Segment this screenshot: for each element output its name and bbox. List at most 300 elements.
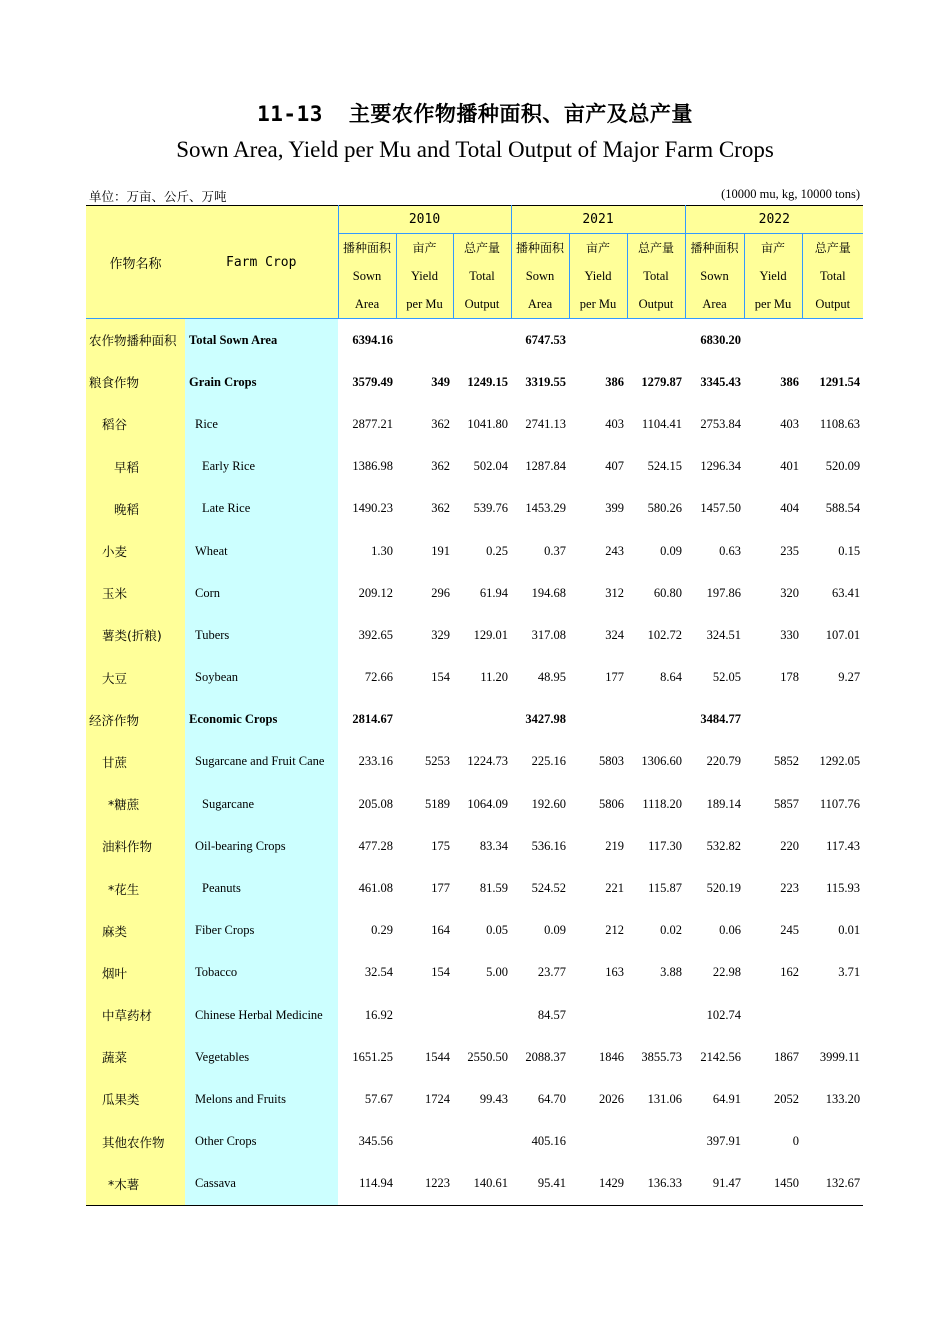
cell-output: 1279.87 bbox=[641, 374, 683, 389]
cell-yield: 330 bbox=[780, 627, 800, 642]
table-row bbox=[86, 910, 863, 952]
crop-name-en: Oil-bearing Crops bbox=[185, 825, 338, 867]
cell-output: 1041.80 bbox=[467, 416, 509, 431]
cell-yield: 1450 bbox=[774, 1176, 800, 1191]
cell-area: 64.91 bbox=[712, 1091, 742, 1106]
crop-name-en: Peanuts bbox=[185, 867, 338, 909]
cell-output bbox=[453, 994, 511, 1036]
cell-area: 0.63 bbox=[719, 543, 742, 558]
cell-area: 461.08 bbox=[358, 881, 393, 896]
crop-name-cn: 麻类 bbox=[86, 910, 185, 952]
cell-output: 502.04 bbox=[473, 459, 509, 474]
header-output-en2: Output bbox=[815, 297, 851, 311]
table-row bbox=[86, 783, 863, 825]
cell-output: 580.26 bbox=[647, 501, 683, 516]
cell-area: 2088.37 bbox=[525, 1049, 567, 1064]
cell-area: 22.98 bbox=[712, 965, 742, 980]
crop-name-en: Wheat bbox=[185, 530, 338, 572]
cell-yield: 399 bbox=[605, 501, 625, 516]
table-row bbox=[86, 952, 863, 994]
crop-name-en: Early Rice bbox=[185, 446, 338, 488]
crop-name-cn: 烟叶 bbox=[86, 952, 185, 994]
header-yield-en2: per Mu bbox=[406, 297, 443, 311]
title-cn-text: 主要农作物播种面积、亩产及总产量 bbox=[348, 102, 693, 126]
cell-area: 84.57 bbox=[537, 1007, 567, 1022]
unit-label-en: (10000 mu, kg, 10000 tons) bbox=[721, 187, 860, 201]
cell-area: 1457.50 bbox=[700, 501, 742, 516]
cell-yield: 212 bbox=[605, 923, 625, 938]
header-area-cn: 播种面积 bbox=[342, 241, 391, 255]
table-row bbox=[86, 530, 863, 572]
cell-yield: 407 bbox=[605, 459, 625, 474]
cell-yield: 175 bbox=[431, 838, 450, 853]
cell-yield bbox=[744, 699, 802, 741]
cell-area: 392.65 bbox=[358, 627, 393, 642]
cell-output: 61.94 bbox=[479, 585, 509, 600]
crop-name-en: Tobacco bbox=[185, 952, 338, 994]
table-row bbox=[86, 657, 863, 699]
cell-output: 0.01 bbox=[838, 923, 861, 938]
cell-output bbox=[627, 699, 685, 741]
cell-yield: 386 bbox=[605, 374, 625, 389]
table-row bbox=[86, 867, 863, 909]
cell-area: 2877.21 bbox=[352, 416, 393, 431]
cell-yield bbox=[744, 319, 802, 361]
cell-area: 1296.34 bbox=[700, 459, 742, 474]
cell-yield: 5189 bbox=[425, 796, 450, 811]
cell-area: 397.91 bbox=[706, 1134, 742, 1149]
header-output-en1: Total bbox=[820, 269, 846, 283]
cell-output: 99.43 bbox=[479, 1091, 509, 1106]
crop-name-en: Sugarcane and Fruit Cane bbox=[185, 741, 338, 783]
header-output-en1: Total bbox=[643, 269, 669, 283]
cell-output: 8.64 bbox=[660, 670, 683, 685]
header-year: 2022 bbox=[685, 206, 863, 234]
cell-area: 324.51 bbox=[706, 627, 742, 642]
header-output-cn: 总产量 bbox=[814, 241, 851, 255]
cell-area: 524.52 bbox=[531, 881, 567, 896]
table-number: 11-13 bbox=[257, 102, 323, 126]
crop-name-en: Rice bbox=[185, 403, 338, 445]
cell-area: 23.77 bbox=[537, 965, 567, 980]
cell-output: 140.61 bbox=[473, 1176, 509, 1191]
cell-yield bbox=[396, 1121, 453, 1163]
table-body bbox=[86, 319, 863, 1206]
unit-label-cn: 单位：万亩、公斤、万吨 bbox=[89, 189, 227, 204]
header-output-cn: 总产量 bbox=[464, 241, 501, 255]
cell-area: 72.66 bbox=[364, 670, 393, 685]
cell-output: 60.80 bbox=[653, 585, 683, 600]
crop-name-en: Tubers bbox=[185, 614, 338, 656]
crop-name-cn: 油料作物 bbox=[86, 825, 185, 867]
cell-yield bbox=[569, 994, 627, 1036]
cell-yield: 5803 bbox=[599, 754, 625, 769]
cell-output: 0.15 bbox=[838, 543, 861, 558]
cell-area: 225.16 bbox=[531, 754, 567, 769]
cell-yield: 162 bbox=[780, 965, 800, 980]
cell-area: 1490.23 bbox=[352, 501, 393, 516]
crop-name-cn: 薯类(折粮) bbox=[86, 614, 185, 656]
cell-area: 192.60 bbox=[531, 796, 567, 811]
cell-output bbox=[802, 994, 863, 1036]
header-area-en1: Sown bbox=[525, 269, 555, 283]
header-area-en1: Sown bbox=[352, 269, 382, 283]
cell-yield: 0 bbox=[792, 1134, 800, 1149]
crop-name-en: Cassava bbox=[185, 1163, 338, 1206]
cell-output bbox=[802, 699, 863, 741]
header-yield-en1: Yield bbox=[410, 269, 439, 283]
cell-output: 117.43 bbox=[826, 838, 861, 853]
cell-area: 405.16 bbox=[531, 1134, 567, 1149]
header-area-cn: 播种面积 bbox=[690, 241, 739, 255]
cell-output: 1064.09 bbox=[467, 796, 509, 811]
cell-output: 3.71 bbox=[838, 965, 861, 980]
cell-area: 1287.84 bbox=[525, 459, 567, 474]
cell-yield: 312 bbox=[605, 585, 625, 600]
cell-yield: 1544 bbox=[425, 1049, 450, 1064]
cell-area: 0.09 bbox=[544, 923, 567, 938]
crop-name-cn: 其他农作物 bbox=[86, 1121, 185, 1163]
cell-area: 3579.49 bbox=[352, 374, 393, 389]
crop-name-en: Late Rice bbox=[185, 488, 338, 530]
cell-area: 209.12 bbox=[358, 585, 393, 600]
cell-yield: 154 bbox=[431, 965, 450, 980]
cell-yield: 5857 bbox=[774, 796, 800, 811]
crop-name-cn: 粮食作物 bbox=[86, 361, 185, 403]
table-row bbox=[86, 994, 863, 1036]
cell-yield: 164 bbox=[431, 923, 450, 938]
header-year: 2021 bbox=[511, 206, 685, 234]
cell-yield: 154 bbox=[431, 670, 450, 685]
cell-area: 520.19 bbox=[706, 881, 742, 896]
crop-name-en: Chinese Herbal Medicine bbox=[185, 994, 338, 1036]
cell-yield: 2026 bbox=[599, 1091, 625, 1106]
cell-yield bbox=[569, 699, 627, 741]
cell-area: 0.06 bbox=[719, 923, 742, 938]
cell-area: 0.37 bbox=[544, 543, 567, 558]
header-output-cn: 总产量 bbox=[638, 241, 675, 255]
table-row bbox=[86, 446, 863, 488]
cell-output: 5.00 bbox=[486, 965, 509, 980]
table-row bbox=[86, 1078, 863, 1120]
cell-output: 1306.60 bbox=[641, 754, 683, 769]
header-area-cn: 播种面积 bbox=[516, 241, 565, 255]
header-output-en1: Total bbox=[469, 269, 495, 283]
page-title-en: Sown Area, Yield per Mu and Total Output of Major Farm Crops bbox=[176, 137, 774, 162]
cell-output: 107.01 bbox=[825, 627, 861, 642]
table-row bbox=[86, 825, 863, 867]
header-area-en2: Area bbox=[354, 297, 380, 311]
cell-yield: 1846 bbox=[599, 1049, 625, 1064]
cell-area: 2814.67 bbox=[352, 712, 393, 727]
table-row bbox=[86, 1036, 863, 1078]
cell-area: 95.41 bbox=[537, 1176, 567, 1191]
cell-output: 117.30 bbox=[648, 838, 683, 853]
cell-area: 3345.43 bbox=[700, 374, 742, 389]
cell-yield: 5253 bbox=[425, 754, 450, 769]
cell-output: 63.41 bbox=[831, 585, 861, 600]
header-yield-cn: 亩产 bbox=[412, 241, 437, 255]
crop-name-en: Fiber Crops bbox=[185, 910, 338, 952]
cell-yield: 177 bbox=[605, 670, 625, 685]
cell-yield: 177 bbox=[431, 881, 450, 896]
crop-name-cn: 大豆 bbox=[86, 657, 185, 699]
cell-output: 3.88 bbox=[660, 965, 683, 980]
cell-yield: 403 bbox=[605, 416, 625, 431]
cell-output: 115.87 bbox=[648, 881, 683, 896]
cell-yield: 1867 bbox=[774, 1049, 800, 1064]
header-output-en2: Output bbox=[638, 297, 674, 311]
cell-yield: 178 bbox=[780, 670, 800, 685]
cell-area: 102.74 bbox=[706, 1007, 742, 1022]
crop-name-en: Economic Crops bbox=[185, 699, 338, 741]
cell-output: 520.09 bbox=[825, 459, 861, 474]
cell-yield bbox=[396, 994, 453, 1036]
cell-yield: 386 bbox=[780, 374, 800, 389]
cell-output: 115.93 bbox=[826, 881, 861, 896]
cell-area: 6394.16 bbox=[352, 332, 393, 347]
cell-yield bbox=[569, 319, 627, 361]
crop-name-cn: 晚稻 bbox=[86, 488, 185, 530]
header-year: 2010 bbox=[338, 206, 511, 234]
cell-area: 220.79 bbox=[706, 754, 742, 769]
cell-yield: 403 bbox=[780, 416, 800, 431]
crop-name-cn: 甘蔗 bbox=[86, 741, 185, 783]
header-yield-en1: Yield bbox=[759, 269, 787, 283]
cell-output: 9.27 bbox=[838, 670, 861, 685]
crop-name-cn: 经济作物 bbox=[86, 699, 185, 741]
header-yield bbox=[744, 234, 802, 319]
cell-output bbox=[627, 1121, 685, 1163]
cell-output bbox=[453, 319, 511, 361]
table-row bbox=[86, 1121, 863, 1163]
crop-name-en: Total Sown Area bbox=[185, 319, 338, 361]
cell-area: 2142.56 bbox=[700, 1049, 742, 1064]
cell-yield: 243 bbox=[605, 543, 625, 558]
table-row bbox=[86, 361, 863, 403]
cell-output: 83.34 bbox=[479, 838, 509, 853]
cell-output: 1292.05 bbox=[819, 754, 861, 769]
crop-name-cn: 早稻 bbox=[86, 446, 185, 488]
header-area-en1: Sown bbox=[700, 269, 729, 283]
cell-area: 194.68 bbox=[531, 585, 567, 600]
page-title-cn bbox=[0, 98, 950, 128]
cell-area: 345.56 bbox=[358, 1134, 393, 1149]
cell-area: 205.08 bbox=[358, 796, 393, 811]
table-row bbox=[86, 614, 863, 656]
cell-yield: 329 bbox=[431, 627, 450, 642]
cell-area: 1.30 bbox=[371, 543, 393, 558]
cell-yield: 191 bbox=[431, 543, 450, 558]
cell-area: 1386.98 bbox=[352, 459, 393, 474]
header-area bbox=[338, 234, 396, 319]
cell-area: 32.54 bbox=[364, 965, 393, 980]
cell-area: 57.67 bbox=[364, 1091, 393, 1106]
cell-output: 0.05 bbox=[486, 923, 509, 938]
crop-name-en: Vegetables bbox=[185, 1036, 338, 1078]
header-yield bbox=[396, 234, 453, 319]
cell-area: 3319.55 bbox=[525, 374, 567, 389]
cell-yield: 296 bbox=[431, 585, 450, 600]
header-yield-en2: per Mu bbox=[579, 297, 617, 311]
cell-yield: 324 bbox=[605, 627, 625, 642]
cell-output: 1249.15 bbox=[467, 374, 509, 389]
cell-yield: 221 bbox=[605, 881, 625, 896]
crop-name-en: Grain Crops bbox=[185, 361, 338, 403]
cell-area: 6747.53 bbox=[525, 332, 567, 347]
header-yield-cn: 亩产 bbox=[761, 241, 786, 255]
cell-output: 102.72 bbox=[647, 627, 683, 642]
cell-yield: 245 bbox=[780, 923, 800, 938]
cell-output: 1118.20 bbox=[642, 796, 683, 811]
cell-yield bbox=[744, 994, 802, 1036]
header-crop-cn: 作物名称 bbox=[86, 206, 185, 319]
cell-output: 1291.54 bbox=[819, 374, 861, 389]
cell-yield: 320 bbox=[780, 585, 800, 600]
crop-name-cn: 蔬菜 bbox=[86, 1036, 185, 1078]
cell-output: 136.33 bbox=[647, 1176, 683, 1191]
cell-area: 64.70 bbox=[537, 1091, 567, 1106]
cell-output bbox=[802, 1121, 863, 1163]
header-area bbox=[685, 234, 744, 319]
cell-yield bbox=[396, 319, 453, 361]
crop-name-cn: *糖蔗 bbox=[86, 783, 185, 825]
cell-area: 189.14 bbox=[706, 796, 742, 811]
cell-area: 197.86 bbox=[706, 585, 742, 600]
header-output bbox=[453, 234, 511, 319]
crop-name-cn: 玉米 bbox=[86, 572, 185, 614]
table-row bbox=[86, 1163, 863, 1206]
cell-output: 3999.11 bbox=[819, 1049, 861, 1064]
header-output bbox=[627, 234, 685, 319]
cell-yield: 1429 bbox=[599, 1176, 625, 1191]
cell-area: 91.47 bbox=[712, 1176, 742, 1191]
cell-area: 532.82 bbox=[706, 838, 742, 853]
cell-output bbox=[627, 319, 685, 361]
cell-output: 132.67 bbox=[825, 1176, 861, 1191]
cell-area: 0.29 bbox=[371, 923, 393, 938]
cell-output: 81.59 bbox=[479, 881, 509, 896]
cell-output: 0.02 bbox=[660, 923, 683, 938]
cell-output: 133.20 bbox=[825, 1091, 861, 1106]
cell-output bbox=[453, 699, 511, 741]
cell-output: 3855.73 bbox=[641, 1049, 683, 1064]
cell-yield: 219 bbox=[605, 838, 625, 853]
cell-output: 2550.50 bbox=[467, 1049, 509, 1064]
cell-output: 524.15 bbox=[647, 459, 683, 474]
cell-area: 6830.20 bbox=[700, 332, 742, 347]
cell-area: 1651.25 bbox=[352, 1049, 393, 1064]
cell-output: 11.20 bbox=[480, 670, 509, 685]
header-area-en2: Area bbox=[702, 297, 727, 311]
crop-name-cn: 中草药材 bbox=[86, 994, 185, 1036]
cell-yield: 220 bbox=[780, 838, 800, 853]
cell-area: 52.05 bbox=[712, 670, 742, 685]
header-area-en2: Area bbox=[527, 297, 553, 311]
cell-yield: 349 bbox=[431, 374, 450, 389]
table-row bbox=[86, 403, 863, 445]
cell-area: 1453.29 bbox=[525, 501, 567, 516]
cell-yield bbox=[396, 699, 453, 741]
header-crop-en: Farm Crop bbox=[185, 206, 338, 319]
cell-output bbox=[453, 1121, 511, 1163]
cell-output: 588.54 bbox=[825, 501, 861, 516]
cell-output bbox=[802, 319, 863, 361]
table-header bbox=[86, 206, 863, 319]
crop-name-cn: 小麦 bbox=[86, 530, 185, 572]
cell-yield: 2052 bbox=[774, 1091, 800, 1106]
cell-yield: 223 bbox=[780, 881, 800, 896]
table-row bbox=[86, 741, 863, 783]
header-yield-cn: 亩产 bbox=[586, 241, 611, 255]
crop-name-en: Soybean bbox=[185, 657, 338, 699]
cell-yield: 362 bbox=[431, 416, 450, 431]
cell-output: 131.06 bbox=[647, 1091, 683, 1106]
crop-table bbox=[86, 205, 863, 1206]
cell-output: 539.76 bbox=[473, 501, 509, 516]
header-yield bbox=[569, 234, 627, 319]
crop-name-cn: 稻谷 bbox=[86, 403, 185, 445]
cell-output: 1108.63 bbox=[819, 416, 861, 431]
cell-area: 3484.77 bbox=[700, 712, 742, 727]
cell-output: 1107.76 bbox=[819, 796, 861, 811]
header-output-en2: Output bbox=[464, 297, 500, 311]
cell-area: 48.95 bbox=[537, 670, 567, 685]
cell-yield: 401 bbox=[780, 459, 800, 474]
cell-yield: 1724 bbox=[425, 1091, 450, 1106]
cell-yield: 362 bbox=[431, 501, 450, 516]
cell-area: 477.28 bbox=[358, 838, 393, 853]
cell-area: 3427.98 bbox=[525, 712, 567, 727]
header-yield-en2: per Mu bbox=[754, 297, 792, 311]
cell-area: 2753.84 bbox=[700, 416, 742, 431]
cell-output: 0.09 bbox=[660, 543, 683, 558]
cell-area: 536.16 bbox=[531, 838, 567, 853]
crop-name-cn: 瓜果类 bbox=[86, 1078, 185, 1120]
cell-output: 129.01 bbox=[473, 627, 509, 642]
cell-area: 233.16 bbox=[358, 754, 393, 769]
crop-name-cn: 农作物播种面积 bbox=[86, 319, 185, 361]
header-area bbox=[511, 234, 569, 319]
crop-name-en: Sugarcane bbox=[185, 783, 338, 825]
table-row bbox=[86, 572, 863, 614]
cell-output: 1104.41 bbox=[641, 416, 683, 431]
table-row bbox=[86, 488, 863, 530]
cell-yield: 362 bbox=[431, 459, 450, 474]
cell-area: 317.08 bbox=[531, 627, 567, 642]
cell-area: 2741.13 bbox=[525, 416, 567, 431]
crop-name-en: Melons and Fruits bbox=[185, 1078, 338, 1120]
cell-output: 0.25 bbox=[486, 543, 509, 558]
header-yield-en1: Yield bbox=[584, 269, 612, 283]
cell-yield: 235 bbox=[780, 543, 800, 558]
cell-yield bbox=[569, 1121, 627, 1163]
cell-yield: 404 bbox=[780, 501, 800, 516]
cell-area: 114.94 bbox=[359, 1176, 393, 1191]
header-output bbox=[802, 234, 863, 319]
table-row bbox=[86, 319, 863, 361]
cell-area: 16.92 bbox=[364, 1007, 393, 1022]
crop-name-cn: *木薯 bbox=[86, 1163, 185, 1206]
cell-yield: 163 bbox=[605, 965, 625, 980]
cell-yield: 1223 bbox=[425, 1176, 450, 1191]
cell-output bbox=[627, 994, 685, 1036]
crop-name-en: Corn bbox=[185, 572, 338, 614]
cell-output: 1224.73 bbox=[467, 754, 509, 769]
table-row bbox=[86, 699, 863, 741]
crop-name-cn: *花生 bbox=[86, 867, 185, 909]
crop-name-en: Other Crops bbox=[185, 1121, 338, 1163]
